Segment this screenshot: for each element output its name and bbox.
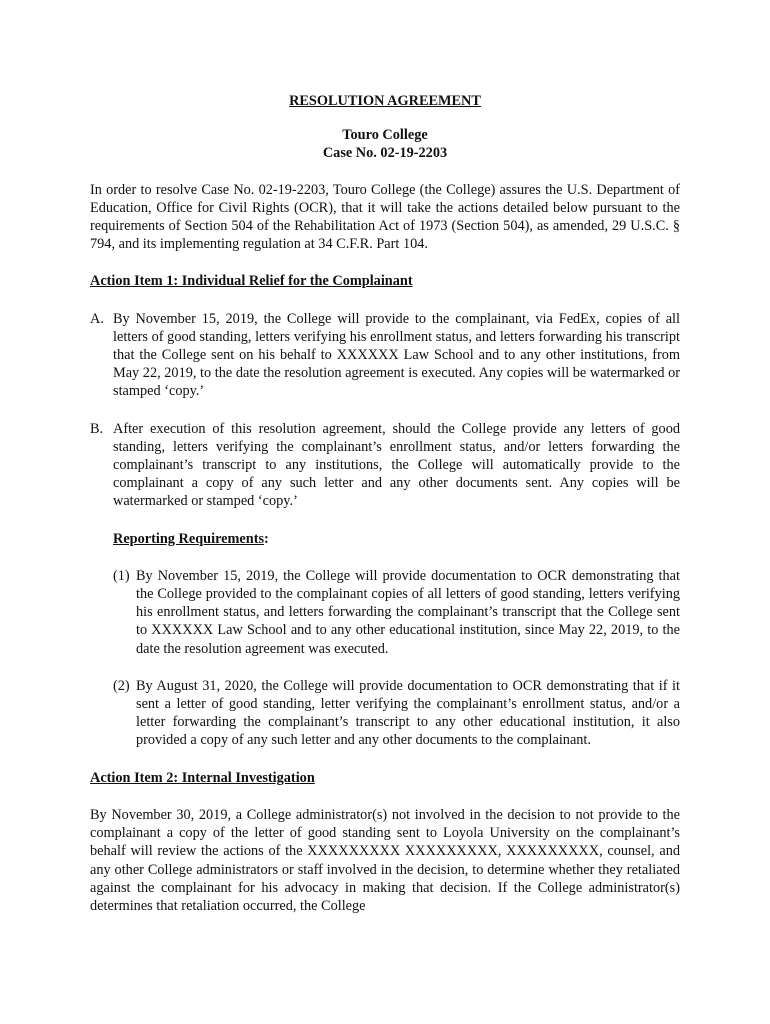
intro-paragraph: In order to resolve Case No. 02-19-2203, Touro College (the College) assures the U.S. Department of Education, Office for Civil Rights (OCR), that it will take the actions detailed below pursuant to the requirements of Section 504 of the Rehabilitation Act of 1973 (Section 504), as amended, 29 U.S.C. § 794, and its implementing regulation at 34 C.F.R. Part 104. <box>90 181 680 253</box>
document-title: RESOLUTION AGREEMENT <box>289 93 481 109</box>
list-marker: (2) <box>113 677 130 694</box>
action-item-1-heading: Action Item 1: Individual Relief for the Complainant <box>90 273 413 290</box>
institution-name: Touro College <box>342 127 428 144</box>
list-marker: B. <box>90 420 104 437</box>
list-item-text: By November 15, 2019, the College will provide documentation to OCR demonstrating that the College provided to the complainant copies of all letters of good standing, letters verifying his enrollment status, and letters forwarding the complainant’s transcript that the College sent to XXXXXX Law School and to any other educational institution, since May 22, 2019, to the date the resolution agreement was executed. <box>136 567 680 657</box>
document-header <box>90 126 680 162</box>
list-item-text: By August 31, 2020, the College will provide documentation to OCR demonstrating that if it sent a letter of good standing, letter verifying the complainant’s enrollment status, and/or a letter forwarding the complainant’s transcript to any other educational institution, it also provided a copy of any such letter and any other documents to the complainant. <box>136 677 680 749</box>
reporting-requirements-label: Reporting Requirements <box>113 530 265 547</box>
case-number: Case No. 02-19-2203 <box>322 145 448 162</box>
list-item-text: After execution of this resolution agreement, should the College provide any letters of good standing, letters verifying the complainant’s enrollment status, and/or letters forwarding the complainant’s transcript to any institutions, the College will automatically provide to the complainant a copy of any such letter and any other documents sent. Any copies will be watermarked or stamped ‘copy.’ <box>113 420 680 510</box>
document-page <box>90 92 680 915</box>
reporting-requirements-colon: : <box>264 530 269 547</box>
list-marker: (1) <box>113 567 130 584</box>
list-item-text: By November 15, 2019, the College will provide to the complainant, via FedEx, copies of all letters of good standing, letters verifying his enrollment status, and letters forwarding his transcript that the College sent on his behalf to XXXXXX Law School and to any other institutions, from May 22, 2019, to the date the resolution agreement is executed. Any copies will be watermarked or stamped ‘copy.’ <box>113 310 680 400</box>
list-item <box>113 677 680 750</box>
list-item <box>90 420 680 511</box>
list-item <box>90 310 680 401</box>
action-item-2-paragraph: By November 30, 2019, a College administrator(s) not involved in the decision to not provide to the complainant a copy of the letter of good standing sent to Loyola University on the complainant’s behalf will review the actions of the XXXXXXXXX XXXXXXXXX, XXXXXXXXX, counsel, and any other College administrators or staff involved in the decision, to determine whether they retaliated against the complainant for his advocacy in making that decision. If the College administrator(s) determines that retaliation occurred, the College <box>90 806 680 914</box>
reporting-requirements-heading <box>113 530 680 548</box>
action-item-2-heading: Action Item 2: Internal Investigation <box>90 769 315 786</box>
list-marker: A. <box>90 310 104 327</box>
list-item <box>113 567 680 658</box>
